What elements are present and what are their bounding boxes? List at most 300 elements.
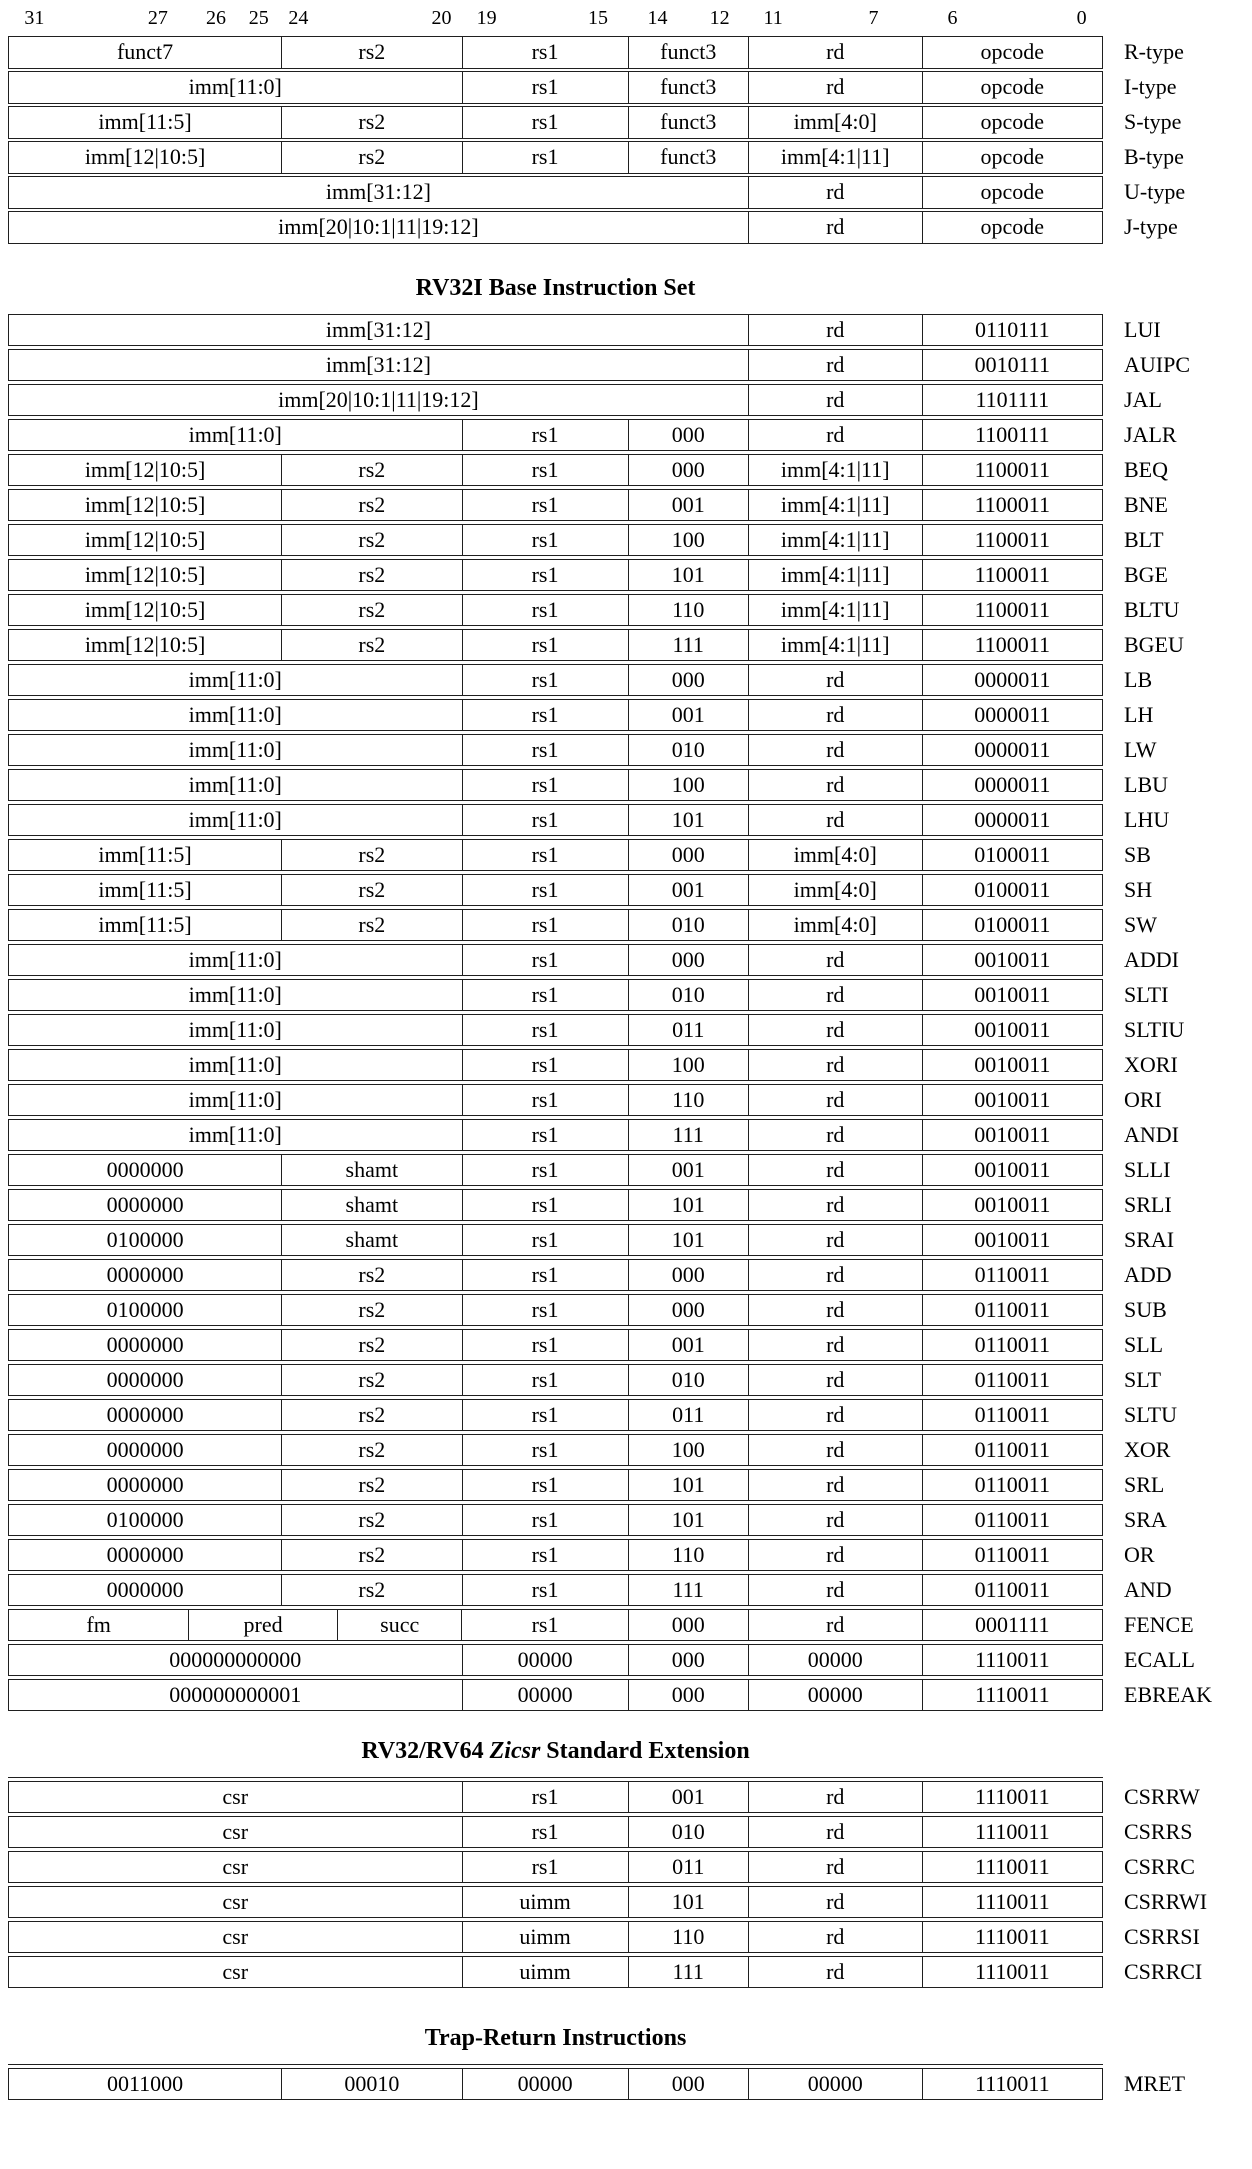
bit-index-label: 24 — [288, 7, 309, 29]
field-cell-opcode: 0100011 — [922, 910, 1102, 941]
field-cell-funct3: funct3 — [628, 142, 748, 173]
field-cell-rs1: rs1 — [462, 1817, 628, 1848]
field-cell-rd: imm[4:1|11] — [748, 525, 922, 556]
field-cell-imm12: 000000000001 — [169, 1681, 302, 1707]
field-cell-rd: imm[4:0] — [748, 107, 922, 138]
format-name: I-type — [1124, 74, 1177, 100]
field-cell-rd: 00000 — [748, 1680, 922, 1711]
field-cell-funct3: 111 — [628, 1575, 748, 1606]
field-cell-funct7: 0000000 — [106, 1576, 184, 1602]
field-cell-opcode: 1101111 — [922, 385, 1102, 416]
field-cell-rs2: rs2 — [281, 525, 461, 556]
field-cell-funct7: imm[12|10:5] — [84, 561, 206, 587]
instruction-name: BLTU — [1124, 596, 1180, 622]
field-cell-rs2: rs2 — [281, 1400, 461, 1431]
bit-index-label: 27 — [147, 7, 168, 29]
field-cell-funct3: 000 — [628, 1610, 748, 1641]
instruction-name: FENCE — [1124, 1611, 1194, 1637]
field-cell-rd: rd — [748, 385, 922, 416]
field-cell-rs1: uimm — [462, 1922, 628, 1953]
field-cell-rs2: shamt — [281, 1155, 461, 1186]
field-cell-funct3: 000 — [628, 1645, 748, 1676]
field-cell-opcode: 1110011 — [922, 1680, 1102, 1711]
instruction-row-jal — [8, 384, 1162, 417]
field-cell-opcode: 0010011 — [922, 1190, 1102, 1221]
field-cell-funct3: 011 — [628, 1852, 748, 1883]
field-cell-opcode: 0010011 — [922, 1120, 1102, 1151]
field-cell-opcode: 1100011 — [922, 455, 1102, 486]
instruction-row-csrrwi — [8, 1886, 1208, 1919]
field-cell-opcode: 0010011 — [922, 1225, 1102, 1256]
instruction-row-bgeu — [8, 629, 1184, 662]
field-cell-funct3: 101 — [628, 1470, 748, 1501]
field-cell-funct7: imm[12|10:5] — [84, 491, 206, 517]
field-cell-funct3: 000 — [628, 420, 748, 451]
field-cell-opcode: 1110011 — [922, 1782, 1102, 1813]
field-cell-rd: rd — [748, 1085, 922, 1116]
field-cell-opcode: 1110011 — [922, 1922, 1102, 1953]
field-cell-opcode: opcode — [922, 212, 1102, 243]
instruction-name: LBU — [1124, 771, 1168, 797]
field-cell-rs1: rs1 — [462, 805, 628, 836]
field-cell-funct3: 011 — [628, 1400, 748, 1431]
field-cell-rd: 00000 — [748, 2069, 922, 2100]
field-cell-rs1: rs1 — [462, 107, 628, 138]
field-cell-opcode: 0110011 — [922, 1295, 1102, 1326]
field-cell-opcode: 0110011 — [922, 1260, 1102, 1291]
instruction-row-csrrci — [8, 1956, 1203, 1989]
field-cell-rs2: rs2 — [281, 560, 461, 591]
bit-index-label: 0 — [1076, 7, 1087, 29]
field-cell-opcode: 0000011 — [922, 700, 1102, 731]
instruction-row-sub — [8, 1294, 1167, 1327]
field-cell-opcode: opcode — [922, 37, 1102, 68]
field-cell-imm12: imm[11:0] — [188, 666, 282, 692]
field-cell-imm12: csr — [222, 1818, 249, 1844]
instruction-name: BGE — [1124, 561, 1168, 587]
field-cell-pred: pred — [188, 1610, 337, 1641]
field-cell-rs1: rs1 — [462, 1330, 628, 1361]
format-row-b-type — [8, 141, 1184, 174]
field-cell-funct7: 0000000 — [106, 1261, 184, 1287]
field-cell-rd: rd — [748, 1260, 922, 1291]
field-cell-imm12: csr — [222, 1888, 249, 1914]
field-cell-rd: rd — [748, 1957, 922, 1988]
instruction-table-rv32i — [8, 314, 1212, 1712]
instruction-name: ECALL — [1124, 1646, 1195, 1672]
field-cell-rd: imm[4:0] — [748, 840, 922, 871]
instruction-name: LUI — [1124, 316, 1161, 342]
field-cell-rs2: shamt — [281, 1225, 461, 1256]
instruction-row-beq — [8, 454, 1168, 487]
field-cell-funct3: 101 — [628, 1505, 748, 1536]
field-cell-imm12: imm[11:0] — [188, 1086, 282, 1112]
field-cell-funct7: imm[11:5] — [98, 876, 192, 902]
field-cell-rd: rd — [748, 1050, 922, 1081]
field-cell-rd: rd — [748, 1435, 922, 1466]
instruction-row-blt — [8, 524, 1164, 557]
format-row-s-type — [8, 106, 1182, 139]
instruction-name: SH — [1124, 876, 1153, 902]
field-cell-rs1: rs1 — [461, 1610, 627, 1641]
field-cell-rd: rd — [748, 1365, 922, 1396]
field-cell-imm12: csr — [222, 1958, 249, 1984]
field-cell-funct3: 001 — [628, 1782, 748, 1813]
field-cell-funct7: 0100000 — [106, 1296, 184, 1322]
field-cell-rs1: rs1 — [462, 490, 628, 521]
field-cell-rs1: rs1 — [462, 1085, 628, 1116]
field-cell-funct7: 0000000 — [106, 1156, 184, 1182]
field-cell-funct3: funct3 — [628, 107, 748, 138]
field-cell-funct7: imm[12|10:5] — [84, 631, 206, 657]
bit-index-label: 26 — [206, 7, 227, 29]
field-cell-rs2: rs2 — [281, 37, 461, 68]
field-cell-rd: rd — [748, 735, 922, 766]
field-cell-opcode: 0110011 — [922, 1435, 1102, 1466]
bit-index-label: 7 — [868, 7, 879, 29]
field-cell-opcode: 1110011 — [922, 1852, 1102, 1883]
field-cell-rs1: rs1 — [462, 700, 628, 731]
field-cell-rs2: rs2 — [281, 142, 461, 173]
field-cell-rs1: rs1 — [462, 1435, 628, 1466]
field-cell-funct7: 0000000 — [106, 1436, 184, 1462]
field-cell-rd: rd — [748, 1540, 922, 1571]
instruction-name: AUIPC — [1124, 351, 1191, 377]
field-cell-rd: rd — [748, 770, 922, 801]
field-cell-funct3: 000 — [628, 665, 748, 696]
instruction-name: BEQ — [1124, 456, 1168, 482]
field-cell-opcode: 0110011 — [922, 1575, 1102, 1606]
field-cell-imm20: imm[31:12] — [325, 351, 431, 377]
field-cell-opcode: 1110011 — [922, 1957, 1102, 1988]
instruction-row-srli — [8, 1189, 1172, 1222]
field-cell-rs1: 00000 — [462, 2069, 628, 2100]
field-cell-rd: 00000 — [748, 1645, 922, 1676]
field-cell-funct3: 010 — [628, 735, 748, 766]
field-cell-rs1: rs1 — [462, 1505, 628, 1536]
instruction-row-slli — [8, 1154, 1171, 1187]
field-cell-opcode: 0010011 — [922, 980, 1102, 1011]
field-cell-funct3: funct3 — [628, 37, 748, 68]
field-cell-imm12: csr — [222, 1923, 249, 1949]
instruction-name: SRAI — [1124, 1226, 1175, 1252]
field-cell-rs1: rs1 — [462, 1365, 628, 1396]
instruction-row-fence — [8, 1609, 1194, 1642]
field-cell-rs1: rs1 — [462, 910, 628, 941]
field-cell-rs2: rs2 — [281, 1505, 461, 1536]
field-cell-imm12: imm[11:0] — [188, 736, 282, 762]
field-cell-rs2: rs2 — [281, 875, 461, 906]
instruction-name: EBREAK — [1124, 1681, 1212, 1707]
field-cell-funct3: 001 — [628, 700, 748, 731]
field-cell-imm12: 000000000000 — [169, 1646, 302, 1672]
instruction-name: ANDI — [1124, 1121, 1179, 1147]
field-cell-rs1: uimm — [462, 1887, 628, 1918]
field-cell-opcode: 1100011 — [922, 490, 1102, 521]
field-cell-opcode: 1110011 — [922, 1645, 1102, 1676]
field-cell-rd: imm[4:1|11] — [748, 560, 922, 591]
field-cell-rd: imm[4:1|11] — [748, 142, 922, 173]
section-title-trap — [8, 2024, 1103, 2052]
instruction-row-slti — [8, 979, 1169, 1012]
instruction-row-addi — [8, 944, 1179, 977]
section-title-part: RV32/RV64 — [361, 1738, 490, 1764]
field-cell-rs2: shamt — [281, 1190, 461, 1221]
field-cell-rd: rd — [748, 1225, 922, 1256]
field-cell-funct7: imm[11:5] — [98, 109, 192, 135]
field-cell-rs1: rs1 — [462, 72, 628, 103]
field-cell-opcode: opcode — [922, 72, 1102, 103]
field-cell-funct3: 001 — [628, 1330, 748, 1361]
section-title-zicsr — [8, 1737, 1103, 1765]
bit-index-label: 20 — [431, 7, 452, 29]
instruction-table-trap — [8, 2068, 1186, 2101]
instruction-name: LW — [1124, 736, 1157, 762]
instruction-name: JAL — [1124, 386, 1162, 412]
instruction-row-sh — [8, 874, 1153, 907]
instruction-row-sll — [8, 1329, 1164, 1362]
field-cell-succ: succ — [337, 1610, 462, 1641]
instruction-name: SUB — [1124, 1296, 1167, 1322]
field-cell-rs2: rs2 — [281, 490, 461, 521]
field-cell-rs1: rs1 — [462, 1852, 628, 1883]
field-cell-rs2: rs2 — [281, 1435, 461, 1466]
field-cell-rs1: rs1 — [462, 1540, 628, 1571]
instruction-row-csrrw — [8, 1781, 1200, 1814]
field-cell-rd: rd — [748, 1295, 922, 1326]
field-cell-funct7: 0000000 — [106, 1401, 184, 1427]
field-cell-rd: rd — [748, 350, 922, 381]
instruction-row-ecall — [8, 1644, 1195, 1677]
field-cell-funct3: 101 — [628, 560, 748, 591]
format-row-j-type — [8, 211, 1178, 244]
field-cell-rs1: rs1 — [462, 665, 628, 696]
field-cell-funct3: 111 — [628, 630, 748, 661]
instruction-table-zicsr — [8, 1781, 1208, 1989]
field-cell-rs1: rs1 — [462, 840, 628, 871]
field-cell-opcode: 0000011 — [922, 805, 1102, 836]
field-cell-rd: rd — [748, 1610, 922, 1641]
field-cell-funct7: 0000000 — [106, 1471, 184, 1497]
field-cell-rs1: rs1 — [462, 875, 628, 906]
field-cell-rd: rd — [748, 1887, 922, 1918]
field-cell-rs1: rs1 — [462, 1120, 628, 1151]
field-cell-rs2: 00010 — [281, 2069, 461, 2100]
instruction-row-csrrsi — [8, 1921, 1200, 1954]
field-cell-funct3: 101 — [628, 805, 748, 836]
field-cell-opcode: opcode — [922, 107, 1102, 138]
bit-index-label: 31 — [24, 7, 45, 29]
instruction-name: SRLI — [1124, 1191, 1172, 1217]
instruction-row-lw — [8, 734, 1157, 767]
bit-index-label: 14 — [647, 7, 668, 29]
field-cell-funct3: 100 — [628, 1050, 748, 1081]
field-cell-funct7: funct7 — [116, 39, 174, 65]
instruction-name: ADDI — [1124, 946, 1179, 972]
table-top-rule — [8, 2064, 1103, 2065]
field-cell-funct3: 010 — [628, 1817, 748, 1848]
field-cell-funct7: imm[12|10:5] — [84, 144, 206, 170]
field-cell-opcode: 1100011 — [922, 525, 1102, 556]
instruction-name: XOR — [1124, 1436, 1171, 1462]
instruction-name: SLT — [1124, 1366, 1162, 1392]
field-cell-imm20: imm[31:12] — [325, 179, 431, 205]
instruction-row-and — [8, 1574, 1172, 1607]
field-cell-rd: imm[4:0] — [748, 875, 922, 906]
field-cell-rs2: rs2 — [281, 910, 461, 941]
field-cell-rs2: rs2 — [281, 455, 461, 486]
instruction-row-mret — [8, 2068, 1186, 2101]
instruction-name: SRL — [1124, 1471, 1165, 1497]
instruction-row-ebreak — [8, 1679, 1212, 1712]
field-cell-imm12: imm[11:0] — [188, 806, 282, 832]
field-cell-imm12: csr — [222, 1853, 249, 1879]
field-cell-opcode: 0010011 — [922, 1050, 1102, 1081]
instruction-name: SLLI — [1124, 1156, 1171, 1182]
field-cell-funct3: 100 — [628, 525, 748, 556]
field-cell-opcode: 0000011 — [922, 665, 1102, 696]
field-cell-funct3: 000 — [628, 1260, 748, 1291]
instruction-name: AND — [1124, 1576, 1172, 1602]
field-cell-rd: rd — [748, 1922, 922, 1953]
field-cell-rs2: rs2 — [281, 1295, 461, 1326]
field-cell-opcode: 0010011 — [922, 945, 1102, 976]
bit-index-label: 6 — [947, 7, 958, 29]
field-cell-rs1: rs1 — [462, 1400, 628, 1431]
field-cell-funct3: 110 — [628, 1922, 748, 1953]
field-cell-rs2: rs2 — [281, 1260, 461, 1291]
field-cell-rd: rd — [748, 1190, 922, 1221]
field-cell-imm12: imm[11:0] — [188, 701, 282, 727]
field-cell-rd: rd — [748, 1330, 922, 1361]
format-name: S-type — [1124, 109, 1182, 135]
instruction-row-lbu — [8, 769, 1168, 802]
format-row-u-type — [8, 176, 1186, 209]
field-cell-opcode: 0110111 — [922, 315, 1102, 346]
instruction-sections — [8, 274, 1252, 2101]
field-cell-funct3: 000 — [628, 945, 748, 976]
field-cell-rs1: rs1 — [462, 142, 628, 173]
field-cell-funct7: 0100000 — [106, 1506, 184, 1532]
instruction-row-andi — [8, 1119, 1179, 1152]
format-name: J-type — [1124, 214, 1178, 240]
field-cell-rd: rd — [748, 1400, 922, 1431]
instruction-name: MRET — [1124, 2070, 1186, 2096]
field-cell-rd: rd — [748, 1505, 922, 1536]
field-cell-rs2: rs2 — [281, 1470, 461, 1501]
bit-index-label: 11 — [763, 7, 783, 29]
field-cell-rd: rd — [748, 1575, 922, 1606]
section-title-part: Trap-Return Instructions — [424, 2025, 687, 2051]
field-cell-rd: imm[4:0] — [748, 910, 922, 941]
field-cell-opcode: 0010111 — [922, 350, 1102, 381]
field-cell-rd: rd — [748, 420, 922, 451]
instruction-row-lhu — [8, 804, 1170, 837]
field-cell-rd: rd — [748, 315, 922, 346]
format-row-r-type — [8, 36, 1184, 69]
instruction-row-slt — [8, 1364, 1162, 1397]
field-cell-opcode: 0110011 — [922, 1330, 1102, 1361]
field-cell-funct7: 0000000 — [106, 1366, 184, 1392]
field-cell-opcode: 0110011 — [922, 1365, 1102, 1396]
instruction-name: XORI — [1124, 1051, 1178, 1077]
field-cell-rs1: rs1 — [462, 525, 628, 556]
field-cell-rd: rd — [748, 1120, 922, 1151]
field-cell-funct7: 0000000 — [106, 1191, 184, 1217]
field-cell-rs1: rs1 — [462, 1225, 628, 1256]
field-cell-rd: imm[4:1|11] — [748, 490, 922, 521]
field-cell-funct7: imm[11:5] — [98, 911, 192, 937]
field-cell-opcode: opcode — [922, 142, 1102, 173]
field-cell-rd: rd — [748, 805, 922, 836]
field-cell-funct7: imm[12|10:5] — [84, 456, 206, 482]
field-cell-opcode: 0001111 — [922, 1610, 1102, 1641]
field-cell-rs2: rs2 — [281, 1365, 461, 1396]
format-name: R-type — [1124, 39, 1184, 65]
instruction-name: SB — [1124, 841, 1151, 867]
field-cell-funct7: 0100000 — [106, 1226, 184, 1252]
field-cell-opcode: 0000011 — [922, 770, 1102, 801]
instruction-name: ADD — [1124, 1261, 1172, 1287]
field-cell-rd: rd — [748, 1470, 922, 1501]
field-cell-imm12: imm[11:0] — [188, 1051, 282, 1077]
field-cell-funct3: 100 — [628, 770, 748, 801]
field-cell-funct3: 101 — [628, 1190, 748, 1221]
field-cell-fm: fm — [86, 1611, 111, 1637]
bit-index-label: 15 — [588, 7, 609, 29]
instruction-name: CSRRWI — [1124, 1888, 1208, 1914]
instruction-name: CSRRS — [1124, 1818, 1193, 1844]
field-cell-rs1: rs1 — [462, 560, 628, 591]
field-cell-rd: rd — [748, 72, 922, 103]
instruction-name: LH — [1124, 701, 1154, 727]
field-cell-rd: imm[4:1|11] — [748, 595, 922, 626]
instruction-name: LHU — [1124, 806, 1170, 832]
bit-index-label: 25 — [248, 7, 269, 29]
field-cell-funct3: 010 — [628, 980, 748, 1011]
field-cell-imm12: imm[11:0] — [188, 771, 282, 797]
field-cell-funct3: 010 — [628, 1365, 748, 1396]
instruction-row-xori — [8, 1049, 1178, 1082]
field-cell-rs1: 00000 — [462, 1680, 628, 1711]
field-cell-opcode: 0100011 — [922, 875, 1102, 906]
field-cell-opcode: 0010011 — [922, 1085, 1102, 1116]
field-cell-rs2: rs2 — [281, 1330, 461, 1361]
instruction-name: SLTI — [1124, 981, 1169, 1007]
field-cell-rd: rd — [748, 1852, 922, 1883]
instruction-row-bne — [8, 489, 1168, 522]
field-cell-funct3: 001 — [628, 875, 748, 906]
field-cell-opcode: 0100011 — [922, 840, 1102, 871]
bit-index-label: 12 — [709, 7, 730, 29]
instruction-row-sw — [8, 909, 1157, 942]
instruction-name: ORI — [1124, 1086, 1162, 1112]
field-cell-rs1: rs1 — [462, 1260, 628, 1291]
field-cell-imm12: imm[11:0] — [188, 421, 282, 447]
field-cell-funct7: 0011000 — [106, 2070, 184, 2096]
instruction-name: CSRRSI — [1124, 1923, 1200, 1949]
field-cell-rd: rd — [748, 980, 922, 1011]
field-cell-funct3: 110 — [628, 1085, 748, 1116]
field-cell-imm12: imm[11:0] — [188, 1121, 282, 1147]
field-cell-funct3: 100 — [628, 1435, 748, 1466]
instruction-row-jalr — [8, 419, 1177, 452]
field-cell-funct3: 000 — [628, 1680, 748, 1711]
section-title-italic-part: Zicsr — [489, 1738, 541, 1764]
field-cell-rd: imm[4:1|11] — [748, 630, 922, 661]
field-cell-opcode: 0110011 — [922, 1540, 1102, 1571]
field-cell-rs2: rs2 — [281, 107, 461, 138]
